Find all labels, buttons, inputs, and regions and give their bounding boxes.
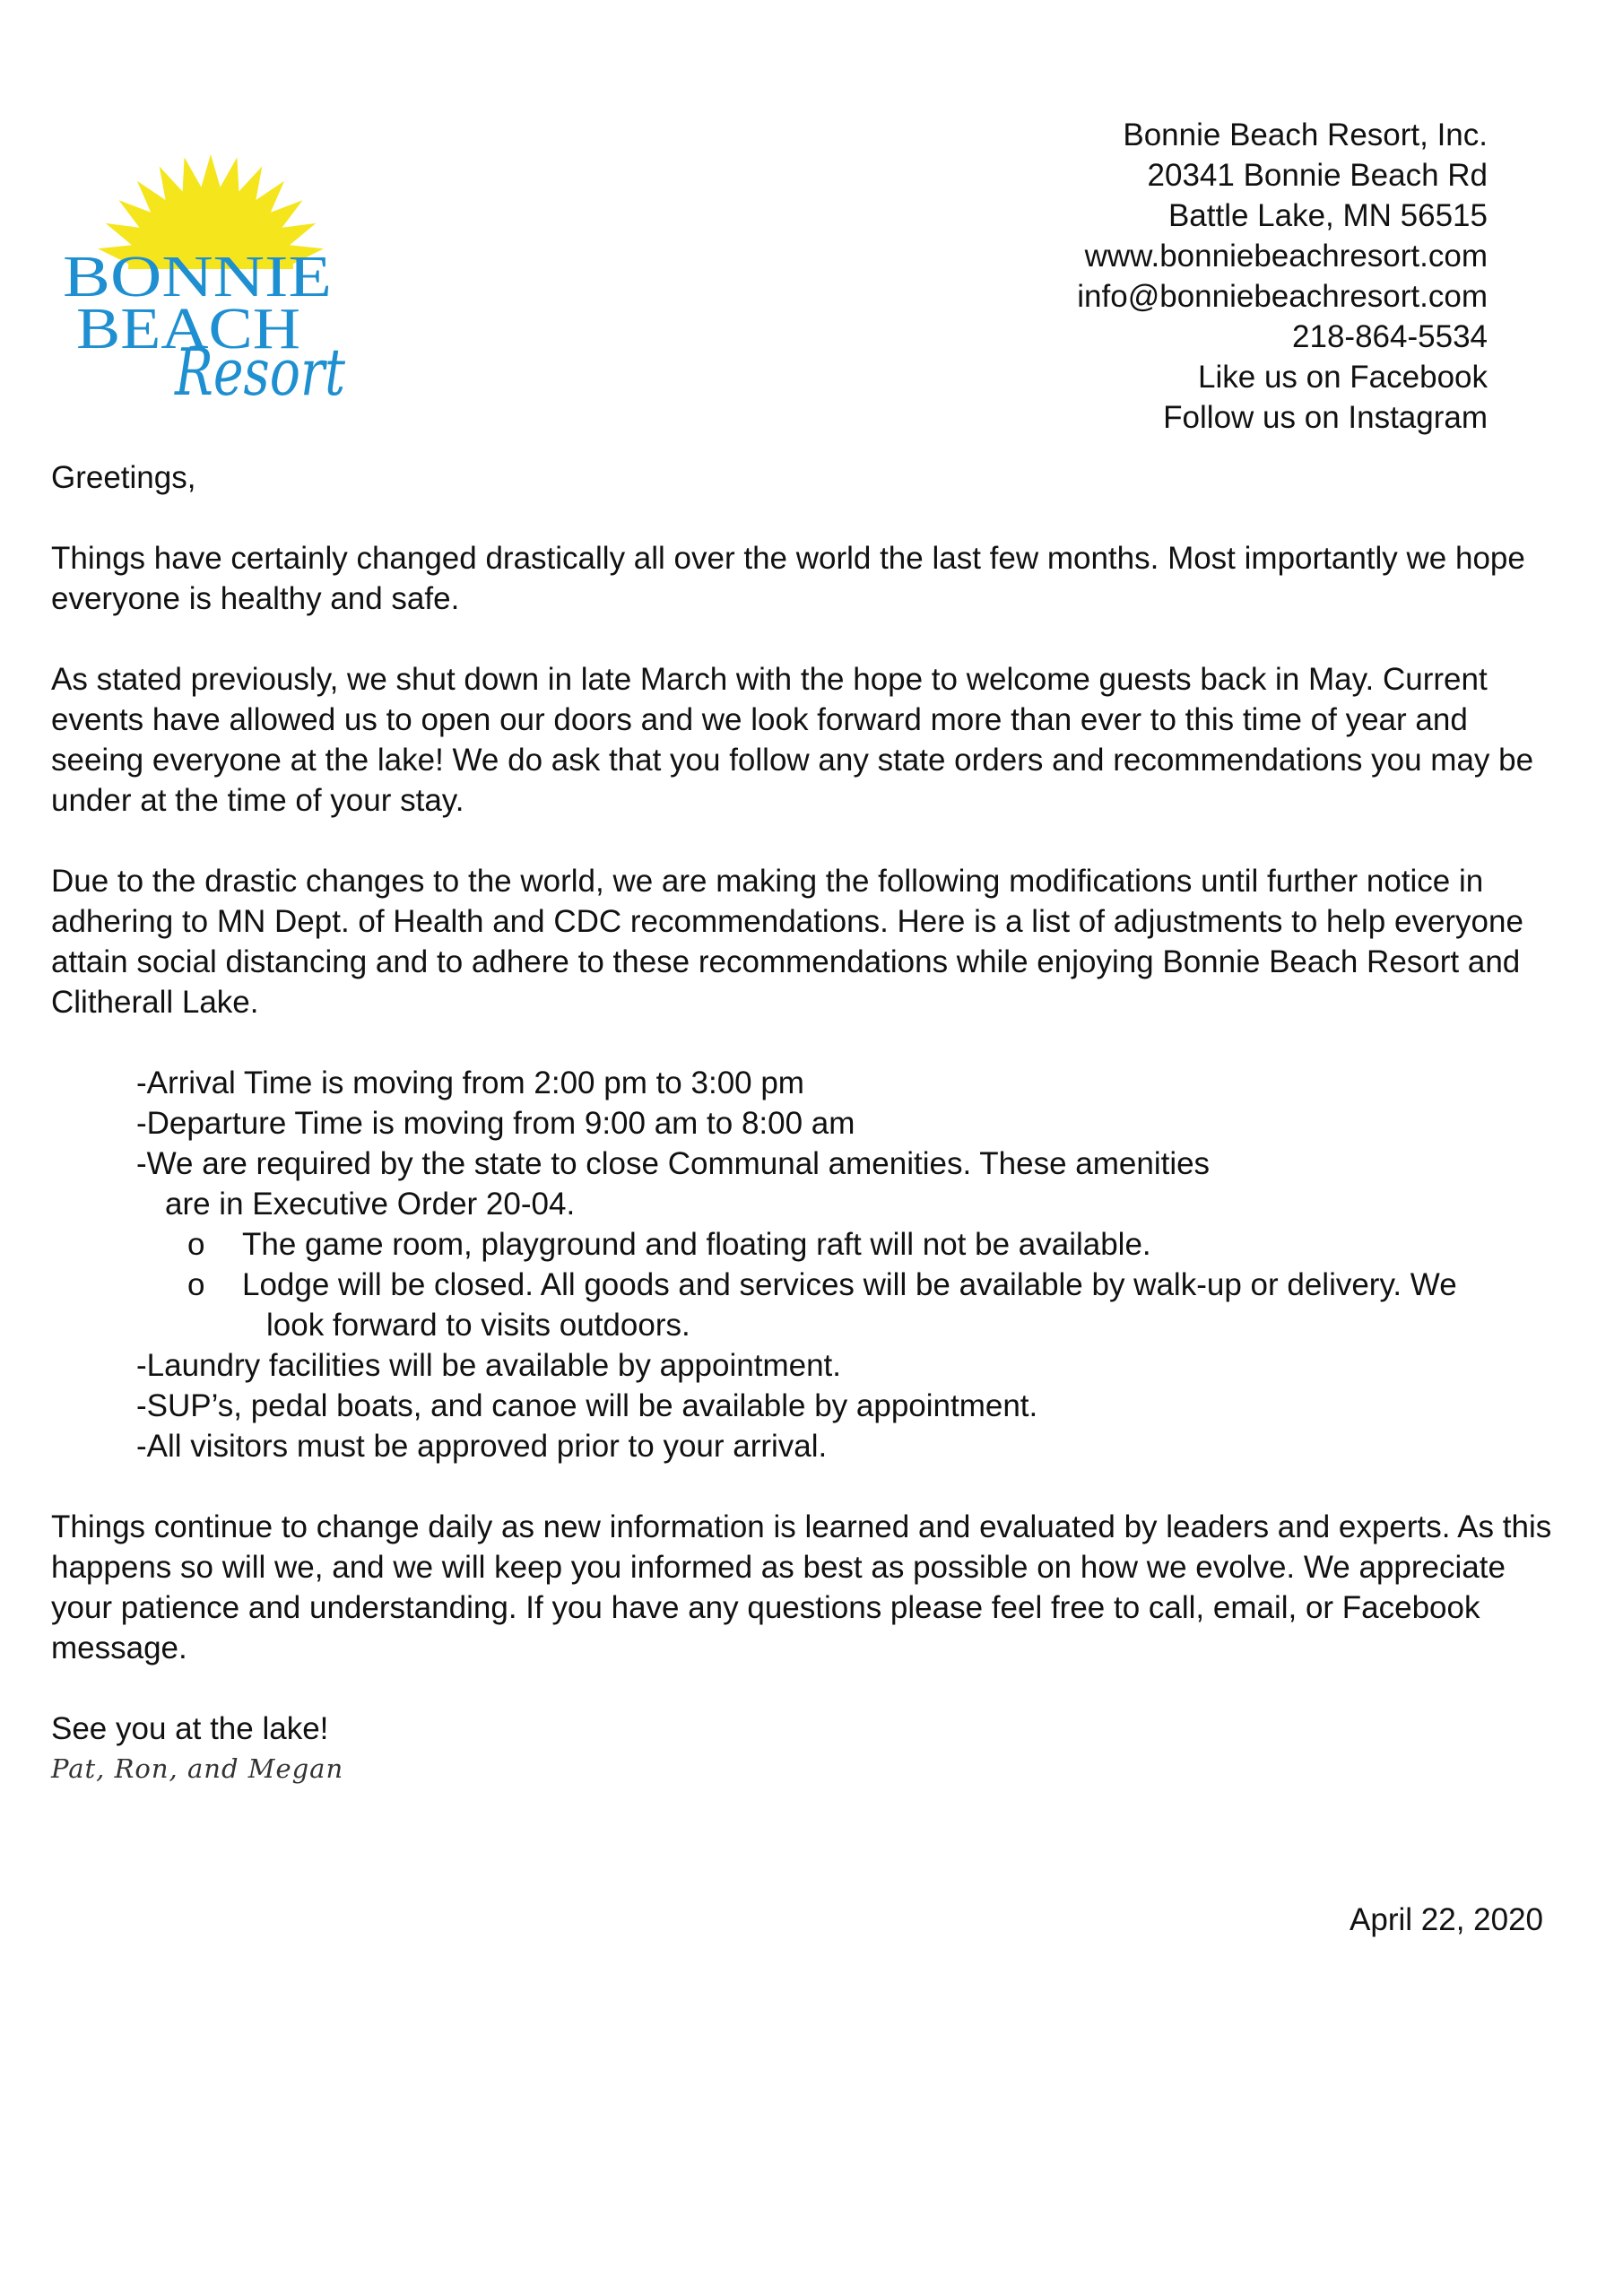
- closing-line: See you at the lake!: [51, 1711, 329, 1746]
- logo-line2: BEACH: [76, 296, 300, 361]
- paragraph-1: Things have certainly changed drastically all over the world the last few months. Most importantly we hope everyone is healthy and safe.: [51, 541, 1525, 616]
- list-item-sup: -SUP’s, pedal boats, and canoe will be available by appointment.: [136, 1388, 1038, 1423]
- signature: Pat, Ron, and Megan: [51, 1753, 344, 1784]
- sub-bullet: o: [187, 1227, 205, 1262]
- list-item-communal: -We are required by the state to close Communal amenities. These amenities: [136, 1146, 1211, 1181]
- facebook-text: Like us on Facebook: [1198, 360, 1488, 395]
- paragraph-2: As stated previously, we shut down in late March with the hope to welcome guests back in May. Current events have allowed us to open our doors and we look forward more than ever to this time of year and seeing everyone at the lake! We do ask that you follow any state orders and recommendations you may be under at the time of your stay.: [51, 662, 1534, 818]
- list-item-departure: -Departure Time is moving from 9:00 am to 8:00 am: [136, 1106, 855, 1141]
- sub-item-text: The game room, playground and floating raft will not be available.: [242, 1227, 1151, 1262]
- company-name: Bonnie Beach Resort, Inc.: [1123, 117, 1488, 152]
- email-link[interactable]: info@bonniebeachresort.com: [1077, 279, 1488, 314]
- sub-item-text-cont: look forward to visits outdoors.: [266, 1308, 690, 1343]
- logo-script: Resort: [173, 335, 346, 410]
- modifications-list: [51, 1063, 1558, 1466]
- street-address: 20341 Bonnie Beach Rd: [1147, 158, 1488, 193]
- phone-number: 218-864-5534: [1292, 319, 1488, 354]
- website-link[interactable]: www.bonniebeachresort.com: [1084, 239, 1488, 274]
- instagram-text: Follow us on Instagram: [1163, 400, 1488, 435]
- letter-date: April 22, 2020: [1350, 1902, 1543, 1937]
- letter-body: [51, 457, 1558, 1789]
- sun-icon: [54, 144, 359, 413]
- list-item-arrival: -Arrival Time is moving from 2:00 pm to 3:00 pm: [136, 1065, 804, 1100]
- list-item-visitors: -All visitors must be approved prior to your arrival.: [136, 1429, 828, 1464]
- paragraph-4: Things continue to change daily as new information is learned and evaluated by leaders and experts. As this happens so will we, and we will keep you informed as best as possible on how we evolve. We appreciate your patience and understanding. If you have any questions please feel free to call, email, or Facebook message.: [51, 1509, 1552, 1665]
- list-item-laundry: -Laundry facilities will be available by appointment.: [136, 1348, 841, 1383]
- logo-line1: BONNIE: [63, 244, 332, 309]
- paragraph-3: Due to the drastic changes to the world, we are making the following modifications until further notice in adhering to MN Dept. of Health and CDC recommendations. Here is a list of adjustments to help everyone attain social distancing and to adhere to these recommendations while enjoying Bonnie Beach Resort and Clitherall Lake.: [51, 864, 1523, 1020]
- resort-logo: [54, 144, 359, 413]
- city-state-zip: Battle Lake, MN 56515: [1167, 198, 1488, 233]
- sub-bullet: o: [187, 1267, 205, 1302]
- letterhead-address: [1077, 115, 1488, 438]
- sub-list-item-lodge: [136, 1265, 1558, 1345]
- list-item-communal-cont: are in Executive Order 20-04.: [165, 1187, 576, 1222]
- sub-list-item-game-room: [136, 1224, 1558, 1265]
- greeting: Greetings,: [51, 460, 196, 495]
- sub-item-text: Lodge will be closed. All goods and services will be available by walk-up or delivery. We: [242, 1267, 1457, 1302]
